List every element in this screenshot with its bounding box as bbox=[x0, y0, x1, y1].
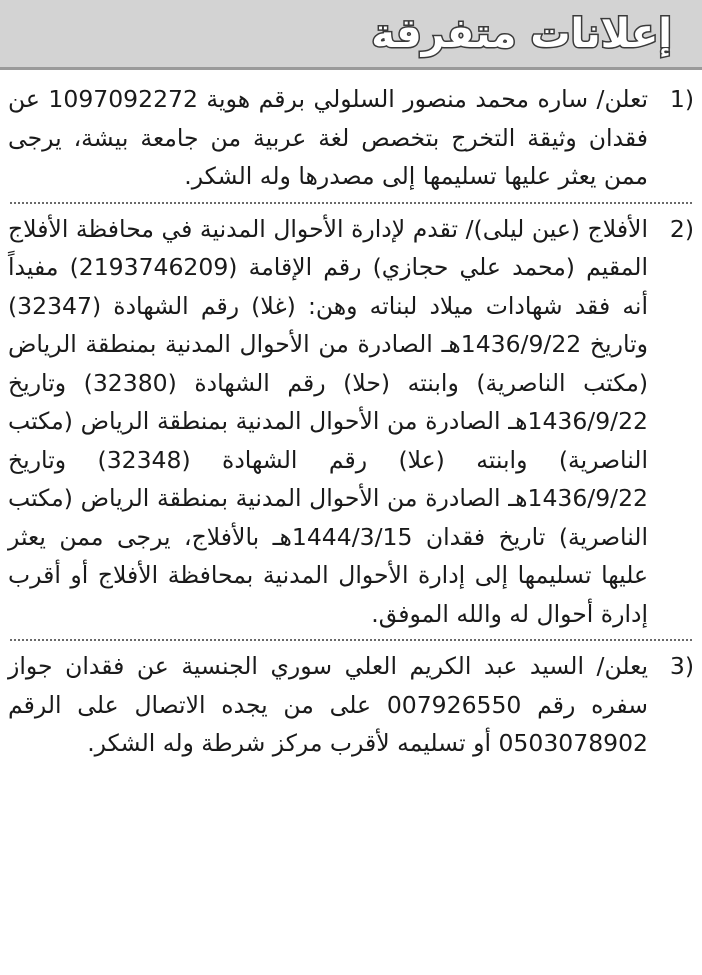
ad-number: 3) bbox=[669, 652, 694, 680]
ad-text: يعلن/ السيد عبد الكريم العلي سوري الجنسية عن فقدان جواز سفره رقم 007926550 على من يجده الاتصال على الرقم 0503078902 أو تسليمه لأقرب مركز شرطة وله الشكر. bbox=[8, 652, 648, 757]
classified-ads-list bbox=[0, 80, 702, 763]
ad-text: الأفلاج (عين ليلى)/ تقدم لإدارة الأحوال المدنية في محافظة الأفلاج المقيم (محمد علي حجازي) رقم الإقامة (2193746209) مفيداً أنه فقد شهادات ميلاد لبناته وهن: (غلا) رقم الشهادة (32347) وتاريخ 1436/9/22هـ الصادرة من الأحوال المدنية بمنطقة الرياض (مكتب الناصرية) وابنته (حلا) رقم الشهادة (32380) وتاريخ 1436/9/22هـ الصادرة من الأحوال المدنية بمنطقة الرياض (مكتب الناصرية) وابنته (علا) رقم الشهادة (32348) وتاريخ 1436/9/22هـ الصادرة من الأحوال المدنية بمنطقة الرياض (مكتب الناصرية) تاريخ فقدان 1444/3/15هـ بالأفلاج، يرجى ممن يعثر عليها تسليمها إلى إدارة الأحوال المدنية بمحافظة الأفلاج أو أقرب إدارة أحوال له والله الموفق. bbox=[8, 214, 649, 628]
ad-number: 1) bbox=[669, 85, 694, 113]
section-title: إعلانات متفرقة bbox=[371, 11, 672, 57]
section-header bbox=[0, 0, 702, 70]
ad-divider bbox=[10, 202, 692, 204]
classified-ad-2 bbox=[0, 210, 702, 634]
classified-ad-3 bbox=[0, 647, 702, 763]
ad-divider bbox=[10, 639, 692, 641]
ad-text: تعلن/ ساره محمد منصور السلولي برقم هوية 1097092272 عن فقدان وثيقة التخرج بتخصص لغة عربية من جامعة بيشة، يرجى ممن يعثر عليها تسليمها إلى مصدرها وله الشكر. bbox=[8, 85, 648, 190]
classified-ad-1 bbox=[0, 80, 702, 196]
ad-number: 2) bbox=[669, 214, 694, 243]
